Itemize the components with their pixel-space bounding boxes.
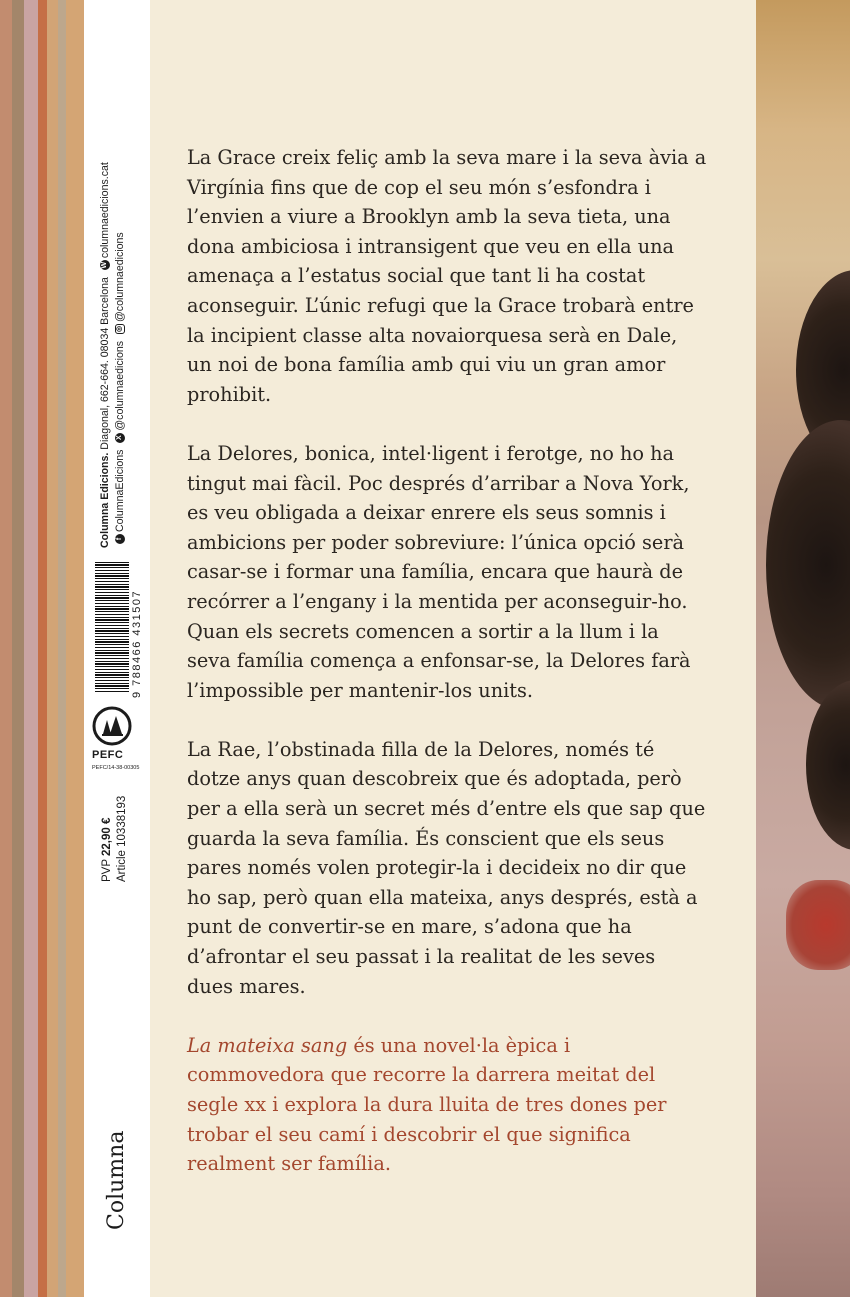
x-icon: X	[115, 433, 125, 443]
instagram-handle[interactable]: @columnaedicions	[114, 232, 126, 322]
stripe	[58, 0, 66, 1297]
blurb-paragraph-delores: La Delores, bonica, intel·ligent i ferotge, no ho ha tingut mai fàcil. Poc després d’arribar a Nova York, es veu obligada a deixar enrere els seus somnis i ambicions per poder sobreviure: l’única opció serà casar-se i formar una família, encara que haurà de recórrer a l’engany i la mentida per aconseguir-ho. Quan els secrets comencen a sortir a la llum i la seva família comença a enfonsar-se, la Delores farà l’impossible per mantenir-los units.	[187, 441, 691, 702]
stripe	[66, 0, 84, 1297]
publisher-brand: Columna Edicions.	[99, 452, 111, 548]
publisher-address	[99, 162, 111, 548]
painted-hair	[806, 680, 850, 850]
w-logo-icon: W	[101, 261, 109, 269]
price-label: PVP	[101, 856, 113, 882]
address-text: Diagonal, 662-664. 08034 Barcelona	[99, 277, 111, 453]
book-title: La mateixa sang	[187, 1033, 348, 1057]
painted-red-dress	[786, 880, 850, 970]
instagram-icon: ◎	[116, 325, 124, 333]
pefc-logo-icon	[92, 706, 132, 746]
stripe	[0, 0, 12, 1297]
stripe	[47, 0, 58, 1297]
blurb-paragraph-grace: La Grace creix feliç amb la seva mare i la seva àvia a Virgínia fins que de cop el seu món s’esfondra i l’envien a viure a Brooklyn amb la seva tieta, una dona ambiciosa i intransigent que veu en ella una amenaça a l’estatus social que tant li ha costat aconseguir. L’únic refugi que la Grace trobarà entre la incipient classe alta novaiorquesa serà en Dale, un noi de bona família amb qui viu un gran amor prohibit.	[187, 146, 707, 406]
facebook-icon: f	[115, 534, 125, 544]
closing-text: és una novel·la èpica i commovedora que recorre la darrera meitat del segle xx i explora la dura lluita de tres dones per trobar el seu camí i descobrir el que significa realment ser família.	[187, 1033, 667, 1176]
cover-painting-edge	[756, 0, 850, 1297]
website-link[interactable]: columnaedicions.cat	[99, 162, 111, 259]
isbn-number: 9 788466 431507	[131, 589, 143, 698]
blurb-text	[187, 143, 707, 1208]
publisher-name: Columna	[104, 1130, 129, 1230]
blurb-paragraph-rae: La Rae, l’obstinada filla de la Delores, només té dotze anys quan descobreix que és adoptada, però per a ella serà un secret més d’entre els que sap que guarda la seva família. És conscient que els seus pares només volen protegir-la i decideix no dir que ho sap, però quan ella mateixa, anys després, està a punt de convertir-se en mare, s’adona que ha d’afrontar el seu passat i la realitat de les seves dues mares.	[187, 737, 706, 998]
stripe	[24, 0, 38, 1297]
decorative-stripes	[0, 0, 84, 1297]
stripe	[38, 0, 47, 1297]
pefc-label: PEFC	[92, 749, 124, 761]
stripe	[12, 0, 24, 1297]
price-value: 22,90 €	[101, 817, 113, 856]
price-line	[101, 818, 113, 882]
blurb-closing	[187, 1031, 707, 1179]
social-handles	[114, 232, 126, 548]
article-number: Article 10338193	[116, 795, 128, 882]
facebook-handle[interactable]: ColumnaEdicions	[114, 449, 126, 532]
x-handle[interactable]: @columnaedicions	[114, 340, 126, 431]
painted-hair	[766, 420, 850, 710]
isbn-barcode	[95, 562, 129, 692]
pefc-code: PEFC/14-38-00305	[92, 765, 140, 771]
